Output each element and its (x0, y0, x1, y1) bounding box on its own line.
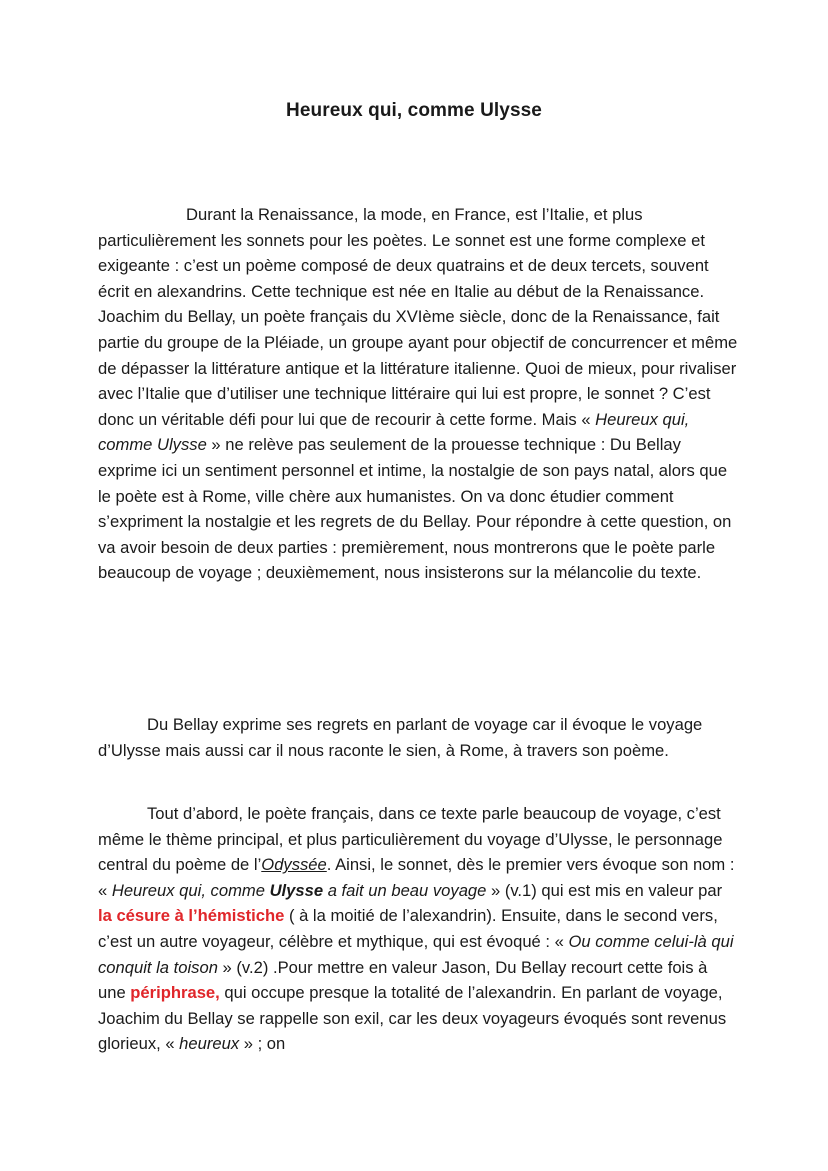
body-text-4: ( à la moitié de l’alexandrin). Ensuite, dans le second vers, c’est un autre voyageur, célèbre et mythique, qui est évoqué : « (98, 906, 718, 951)
body-text-2: . Ainsi, le sonnet, dès le premier vers évoque son nom : « (98, 855, 735, 900)
intro-text-1: Durant la Renaissance, la mode, en France, est l’Italie, et plus particulièrement les sonnets pour les poètes. Le sonnet est une forme complexe et exigeante : c’est un poème composé de deux quatrains et de deux tercets, souvent écrit en alexandrins. Cette technique est née en Italie au début de la Renaissance. Joachim du Bellay, un poète français du XVIème siècle, donc de la Renaissance, fait partie du groupe de la Pléiade, un groupe ayant pour objectif de concurrencer et même de dépasser la littérature antique et la littérature italienne. Quoi de mieux, pour rivaliser avec l’Italie que d’utiliser une technique littéraire qui lui est propre, le sonnet ? C’est donc un véritable défi pour lui que de recourir à cette forme. Mais « (98, 205, 738, 429)
part1-intro-paragraph: Du Bellay exprime ses regrets en parlant de voyage car il évoque le voyage d’Ulysse mais aussi car il nous raconte le sien, à Rome, à travers son poème. (98, 715, 703, 760)
highlight-periphrase: périphrase, (130, 983, 220, 1003)
body-text-5: » (v.2) .Pour mettre en valeur Jason, Du Bellay recourt cette fois à une (98, 957, 708, 1003)
body-text-7: » ; on (239, 1034, 286, 1054)
intro-paragraph (98, 202, 738, 586)
quote-verse1-ulysse: Ulysse (269, 880, 324, 900)
document-title: Heureux qui, comme Ulysse (286, 100, 542, 121)
intro-poem-title: Heureux qui, comme Ulysse (98, 409, 690, 455)
part1-body-paragraph (98, 801, 738, 1057)
body-text-6: qui occupe presque la totalité de l’alexandrin. En parlant de voyage, Joachim du Bellay se rappelle son exil, car les deux voyageurs évoqués sont revenus glorieux, « (98, 983, 727, 1054)
body-text-1: Tout d’abord, le poète français, dans ce texte parle beaucoup de voyage, c’est même le thème principal, et plus particulièrement du voyage d’Ulysse, le personnage central du poème de l’ (98, 804, 723, 875)
body-text-3: » (v.1) qui est mis en valeur par (486, 880, 723, 900)
quote-verse1-b: a fait un beau voyage (323, 880, 487, 900)
quote-verse1-a: Heureux qui, comme (111, 880, 270, 900)
intro-text-2: » ne relève pas seulement de la prouesse technique : Du Bellay exprime ici un sentiment personnel et intime, la nostalgie de son pays natal, alors que le poète est à Rome, ville chère aux humanistes. On va donc étudier comment s’expriment la nostalgie et les regrets de du Bellay. Pour répondre à cette question, on va avoir besoin de deux parties : premièrement, nous montrerons que le poète parle beaucoup de voyage ; deuxièmement, nous insisterons sur la mélancolie du texte. (98, 435, 732, 583)
highlight-cesure: la césure à l’hémistiche (98, 906, 285, 926)
quote-heureux: heureux (179, 1034, 240, 1054)
odyssee-reference: Odyssée (261, 855, 327, 875)
quote-verse2: Ou comme celui-là qui conquit la toison (98, 931, 734, 977)
